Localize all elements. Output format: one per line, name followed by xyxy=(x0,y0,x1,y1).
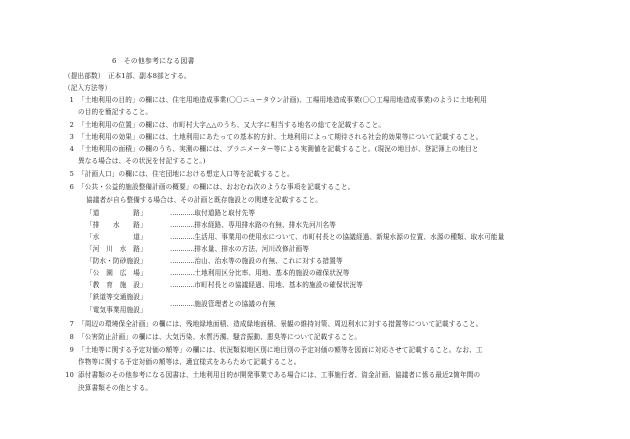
item-number: 8 xyxy=(69,333,74,341)
item-text-continued: の目的を簡記すること。 xyxy=(78,108,153,116)
facility-label: 「水 道」 xyxy=(86,233,147,241)
item-number: 10 xyxy=(65,371,74,379)
facility-row xyxy=(86,282,363,289)
facility-dots: ………… xyxy=(170,300,195,308)
facility-row xyxy=(86,234,504,241)
facility-desc: 市町村長との協議経過、用地、基本的施設の確保状況等 xyxy=(194,281,363,289)
item-number: 5 xyxy=(69,170,74,178)
list-item xyxy=(64,372,480,379)
item-text: 「計画人口」の欄には、住宅団地における想定人口等を記載すること。 xyxy=(78,170,294,178)
item-text: 「周辺の環境保全計画」の欄には、残地緑地面積、造成緑地面積、景観の維持対策、周辺利水に対する措置等について記載すること。 xyxy=(78,320,483,328)
item-text: 「土地等に関する予定対価の額等」の欄には、状況類似地区別に地目別の予定対価の額等を図面に対応させて記載すること。なお、工 xyxy=(78,346,483,354)
facility-dots: ………… xyxy=(170,257,195,265)
submission-count: （提出部数） 正本1部、副本8部とする。 xyxy=(64,72,191,80)
facility-desc: 排水経路、専用排水路の有無、排水先河川名等 xyxy=(194,221,336,229)
facility-dots: ………… xyxy=(170,221,195,229)
item-text: 添付書類のその他参考になる図書は、土地利用目的が開発事業である場合には、工事施行者、資金計画、協議者に係る最近2箇年間の xyxy=(78,371,481,379)
facility-label: 「河 川 水 路」 xyxy=(86,245,147,253)
list-item xyxy=(64,171,294,178)
method-header: （記入方法等） xyxy=(64,84,112,92)
facility-dots: ………… xyxy=(170,233,195,241)
item-number: 6 xyxy=(69,183,74,191)
facility-label: 「公 園 広 場」 xyxy=(86,269,147,277)
list-item xyxy=(64,146,479,153)
facility-desc: 土地利用区分比率、用地、基本的施設の確保状況等 xyxy=(194,269,350,277)
facility-dots: ………… xyxy=(170,209,195,217)
facility-row xyxy=(86,258,343,265)
facility-label: 「防水・防砂施設」 xyxy=(86,257,147,265)
facility-label: 「電気事業用施設」 xyxy=(86,306,147,314)
list-item xyxy=(64,321,483,328)
facility-desc: 生活用、事業用の使用水について、市町村長との協議経過、新規水源の位置、水源の種類、取水可能量 xyxy=(194,233,505,241)
list-item xyxy=(64,134,483,141)
item-text-continued: 協議者が自ら整備する場合は、その計画と既存施設との関連を記載すること。 xyxy=(86,196,323,204)
facility-row xyxy=(86,307,170,314)
facility-row xyxy=(86,222,336,229)
list-item xyxy=(64,347,483,354)
facility-row xyxy=(86,246,309,253)
item-text: 「公害防止計画」の欄には、大気汚染、水質汚濁、騒音振動、悪臭等について記載すること。 xyxy=(78,333,362,341)
list-item xyxy=(64,184,355,191)
item-text-continued: 異なる場合は、その状況を付記すること。) xyxy=(78,157,206,165)
facility-dots: ………… xyxy=(170,245,195,253)
facility-desc: 施設管理者との協議の有無 xyxy=(194,300,276,308)
item-text-continued: 作物等に関する予定対価の額等は、適宜様式をあらためて記載すること。 xyxy=(78,358,301,366)
facility-label: 「排 水 路」 xyxy=(86,221,147,229)
item-number: 2 xyxy=(69,121,74,129)
item-number: 4 xyxy=(69,145,74,153)
item-number: 7 xyxy=(69,320,74,328)
facility-desc: 治山、治水等の施設の有無、これに対する措置等 xyxy=(194,257,343,265)
facility-row xyxy=(86,210,255,217)
facility-row xyxy=(86,270,349,277)
facility-label: 「教 育 施 設」 xyxy=(86,281,147,289)
item-text: 「土地利用の位置」の欄には、市町村大字△△のうち、又大字に相当する地名の総てを記載すること。 xyxy=(78,121,386,129)
item-text: 「土地利用の面積」の欄のうち、実測の欄には、プラニメーター等による実測値を記載すること。(現況の地目が、登記簿上の地目と xyxy=(78,145,479,153)
facility-desc: 排水量、排水の方法、河川改修計画等 xyxy=(194,245,310,253)
facility-dots: ………… xyxy=(170,269,195,277)
facility-label: 「鉄道等交通施設」 xyxy=(86,293,147,301)
facility-row xyxy=(86,294,170,301)
facility-dots: ………… xyxy=(170,281,195,289)
list-item xyxy=(64,97,487,104)
list-item xyxy=(64,334,361,341)
item-number: 3 xyxy=(69,133,74,141)
item-text: 「土地利用の効果」の欄には、土地利用にあたっての基本的方針、土地利用によって期待される社会的効果等について記載すること。 xyxy=(78,133,483,141)
item-number: 1 xyxy=(69,96,74,104)
item-text: 「公共・公益的施設整備計画の概要」の欄には、おおむね次のような事項を記載すること。 xyxy=(78,183,355,191)
section-title: 6 その他参考になる図書 xyxy=(112,57,195,65)
facility-desc: 取付道路と取付先等 xyxy=(194,209,256,217)
item-number: 9 xyxy=(69,346,74,354)
item-text-continued: 決算書類その他とする。 xyxy=(78,384,153,392)
facility-label: 「道 路」 xyxy=(86,209,147,217)
item-text: 「土地利用の目的」の欄には、住宅用地造成事業(〇〇ニュータウン計画)、工場用地造成事業(〇〇工場用地造成事業)のように土地利用 xyxy=(78,96,487,104)
list-item xyxy=(64,122,385,129)
